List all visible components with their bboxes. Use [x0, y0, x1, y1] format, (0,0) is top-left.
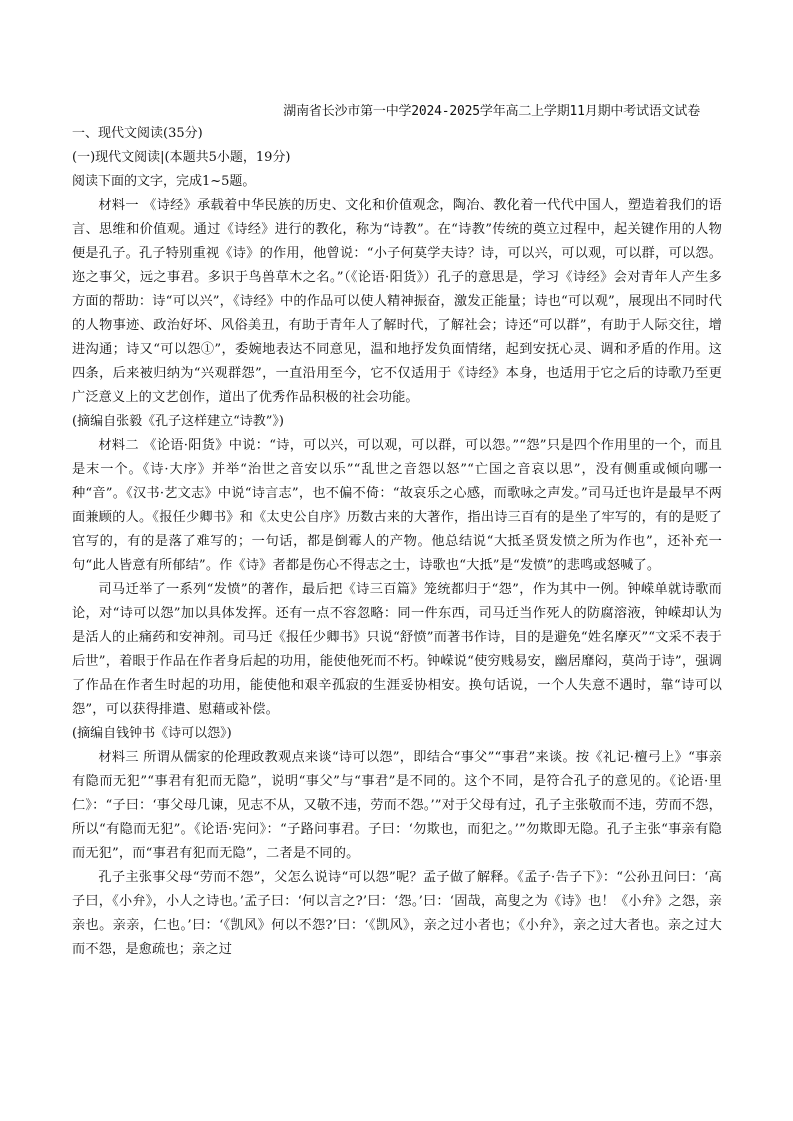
document-title: 湖南省长沙市第一中学2024-2025学年高二上学期11月期中考试语文试卷 [283, 104, 700, 119]
material-one-paragraph: 材料一 《诗经》承载着中华民族的历史、文化和价值观念，陶冶、教化着一代代中国人，塑造着我们的语言、思维和价值观。通过《诗经》进行的教化，称为“诗教”。在“诗教”传统的奠立过程中，起关键作用的人物便是孔子。孔子特别重视《诗》的作用，他曾说：“小子何莫学夫诗？诗，可以兴，可以观，可以群，可以怨。迩之事父，远之事君。多识于鸟兽草木之名。”（《论语·阳货》）孔子的意思是，学习《诗经》会对青年人产生多方面的帮助：诗“可以兴”，《诗经》中的作品可以使人精神振奋，激发正能量；诗也“可以观”，展现出不同时代的人物事迹、政治好坏、风俗美丑，有助于青年人了解时代，了解社会；诗还“可以群”，有助于人际交往，增进沟通；诗又“可以怨①”，委婉地表达不同意见，温和地抒发负面情绪，起到安抚心灵、调和矛盾的作用。这四条，后来被归纳为“兴观群怨”，一直沿用至今，它不仅适用于《诗经》本身，也适用于它之后的诗歌乃至更广泛意义上的文艺创作，道出了优秀作品积极的社会功能。 [72, 198, 722, 405]
material-two-paragraph-b: 司马迁举了一系列“发愤”的著作，最后把《诗三百篇》笼统都归于“怨”，作为其中一例。钟嵘单就诗歌而论，对“诗可以怨”加以具体发挥。还有一点不容忽略：同一件东西，司马迁当作死人的防腐溶液，钟嵘却认为是活人的止痛药和安神剂。司马迁《报任少卿书》只说“舒愤”而著书作诗，目的是避免“姓名摩灭”“文采不表于后世”，着眼于作品在作者身后起的功用，能使他死而不朽。钟嵘说“使穷贱易安，幽居靡闷，莫尚于诗”，强调了作品在作者生时起的功用，能使他和艰辛孤寂的生涯妥协相安。换句话说，一个人失意不遇时，靠“诗可以怨”，可以获得排遣、慰藉或补偿。 [72, 582, 722, 717]
material-two-source: (摘编自钱钟书《诗可以怨》) [72, 726, 232, 741]
section-heading: 一、现代文阅读(35分) [72, 126, 203, 141]
subsection-heading: (一)现代文阅读|(本题共5小题，19分) [72, 150, 291, 165]
material-three-paragraph-b: 孔子主张事父母“劳而不怨”，父怎么说诗“可以怨”呢？孟子做了解释。《孟子·告子下》：“公孙丑问曰：‘高子曰，《小弁》，小人之诗也。’孟子曰：‘何以言之?’曰：‘怨。’曰：‘固哉，高叟之为《诗》也！《小弁》之怨，亲亲也。亲亲，仁也。’曰：‘《凯风》何以不怨?’曰：‘《凯风》，亲之过小者也；《小弁》，亲之过大者也。亲之过大而不怨，是愈疏也；亲之过 [72, 870, 722, 957]
reading-instruction: 阅读下面的文字，完成1~5题。 [72, 174, 256, 189]
material-two-paragraph: 材料二 《论语·阳货》中说：“诗，可以兴，可以观，可以群，可以怨。”“怨”只是四个作用里的一个，而且是末一个。《诗·大序》并举“治世之音安以乐”“乱世之音怨以怒”“亡国之音哀以思”，没有侧重或倾向哪一种“音”。《汉书·艺文志》中说“诗言志”，也不偏不倚：“故哀乐之心感，而歌咏之声发。”司马迁也许是最早不两面兼顾的人。《报任少卿书》和《太史公自序》历数古来的大著作，指出诗三百有的是坐了牢写的，有的是贬了官写的，有的是落了难写的；一句话，都是倒霉人的产物。他总结说“大抵圣贤发愤之所为作也”，还补充一句“此人皆意有所郁结”。作《诗》者都是伤心不得志之士，诗歌也“大抵”是“发愤”的悲鸣或怒喊了。 [72, 438, 722, 573]
document-page [72, 102, 722, 962]
material-three-paragraph: 材料三 所谓从儒家的伦理政教观点来谈“诗可以怨”，即结合“事父”“事君”来谈。按《礼记·檀弓上》“事亲有隐而无犯”“事君有犯而无隐”，说明“事父”与“事君”是不同的。这个不同，是符合孔子的意见的。《论语·里仁》：“子曰：‘事父母几谏，见志不从，又敬不违，劳而不怨。’”对于父母有过，孔子主张敬而不违，劳而不怨，所以“有隐而无犯”。《论语·宪问》：“子路问事君。子曰：‘勿欺也，而犯之。’”勿欺即无隐。孔子主张“事亲有隐而无犯”，而“事君有犯而无隐”，二者是不同的。 [72, 750, 722, 861]
material-one-source: (摘编自张毅《孔子这样建立“诗教”》) [72, 414, 284, 429]
